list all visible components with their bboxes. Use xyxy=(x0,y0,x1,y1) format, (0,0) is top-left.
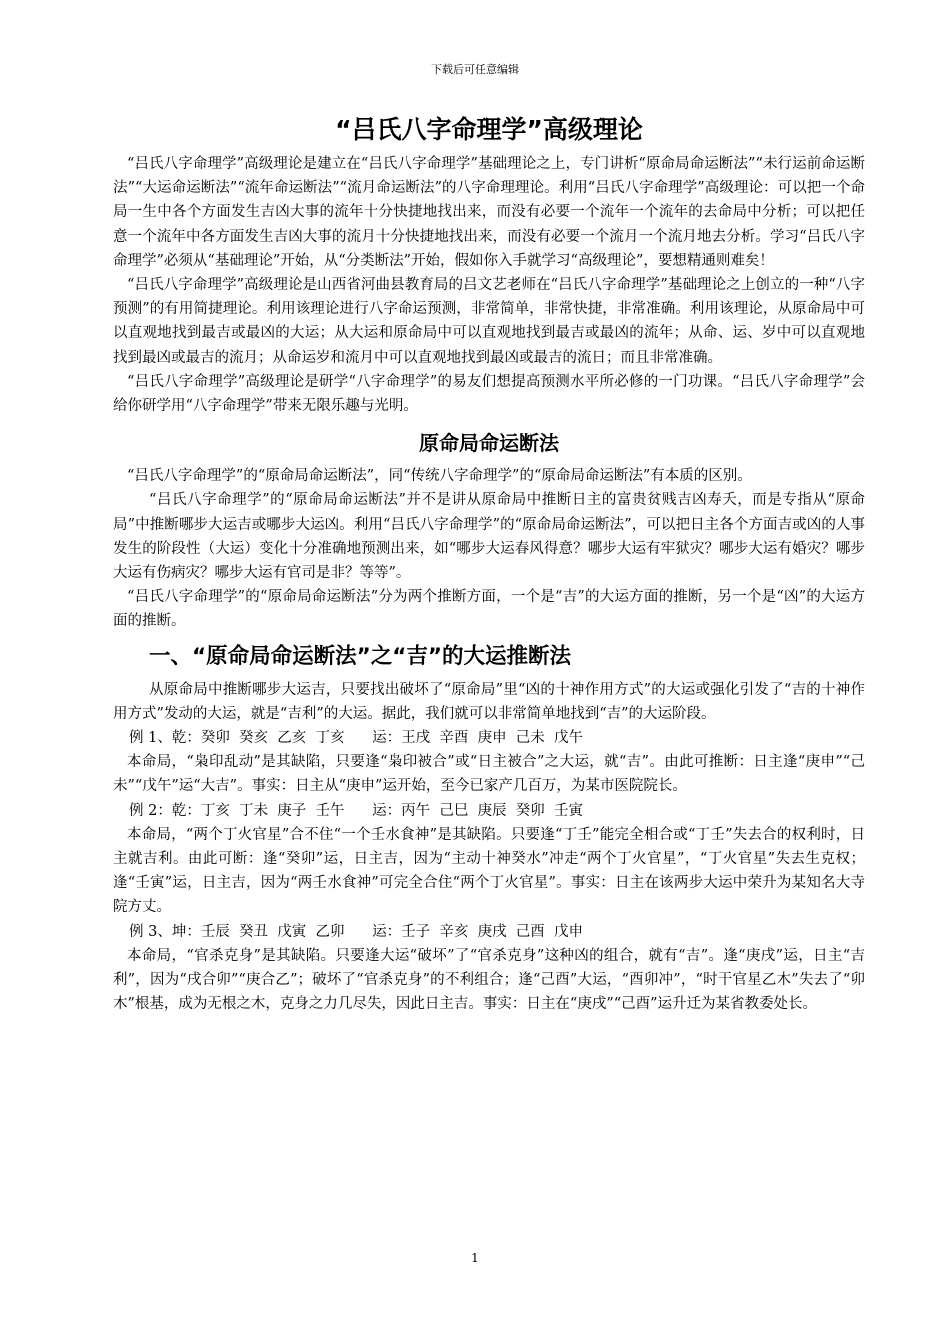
subsection-intro: 从原命局中推断哪步大运吉，只要找出破坏了“原命局”里“凶的十神作用方式”的大运或强化引发了“吉的十神作用方式”发动的大运，就是“吉利”的大运。据此，我们就可以非常简单地找到“吉”的大运阶段。 xyxy=(113,681,865,722)
example-analysis: 本命局，“官杀克身”是其缺陷。只要逢大运“破坏”了“官杀克身”这种凶的组合，就有“吉”。逢“庚戌”运，日主“吉利”，因为“戌合卯”“庚合乙”；破坏了“官杀克身”的不利组合；逢“己酉”大运，“酉卯冲”，“时干官星乙木”失去了“卯木”根基，成为无根之木，克身之力几尽失，因此日主吉。事实：日主在“庚戌”“己酉”运升迁为某省教委处长。 xyxy=(113,947,865,1013)
subsection-title: 一、“原命局命运断法”之“吉”的大运推断法 xyxy=(149,643,572,669)
section-paragraph: “吕氏八字命理学”的“原命局命运断法”并不是讲从原命局中推断日主的富贵贫贱吉凶寿夭，而是专指从“原命局”中推断哪步大运吉或哪步大运凶。利用“吕氏八字命理学”的“原命局命运断法”，可以把日主各个方面吉或凶的人事发生的阶段性（大运）变化十分准确地预测出来，如“哪步大运春风得意？哪步大运有牢狱灾？哪步大运有婚灾？哪步大运有伤病灾？哪步大运有官司是非？等等”。 xyxy=(113,492,865,582)
intro-paragraph: “吕氏八字命理学”高级理论是建立在“吕氏八字命理学”基础理论之上，专门讲析“原命局命运断法”“未行运前命运断法”“大运命运断法”“流年命运断法”“流月命运断法”的八字命理理论。利用“吕氏八字命理学”高级理论：可以把一个命局一生中各个方面发生吉凶大事的流年十分快捷地找出来，而没有必要一个流年一个流年的去命局中分析；可以把任意一个流年中各方面发生吉凶大事的流月十分快捷地找出来，而没有必要一个流月一个流月地去分析。学习“吕氏八字命理学”必须从“基础理论”开始，从“分类断法”开始，假如你入手就学习“高级理论”，要想精通则难矣！ xyxy=(113,156,865,269)
example-line: 例 1、乾：癸卯 癸亥 乙亥 丁亥 运：王戌 辛酉 庚申 己未 戊午 xyxy=(129,730,584,747)
page-number: 1 xyxy=(471,1251,479,1265)
document-body xyxy=(113,112,865,1017)
example-line: 例 2：乾：丁亥 丁未 庚子 壬午 运：丙午 己巳 庚辰 癸卯 壬寅 xyxy=(129,802,584,819)
section-paragraph: “吕氏八字命理学”的“原命局命运断法”，同“传统八字命理学”的“原命局命运断法”有本质的区别。 xyxy=(127,468,752,485)
example-analysis: 本命局，“两个丁火官星”合不住“一个壬水食神”是其缺陷。只要逢“丁壬”能完全相合或“丁壬”失去合的权利时，日主就吉利。由此可断：逢“癸卯”运，日主吉，因为“主动十神癸水”冲走“两个丁火官星”，“丁火官星”失去生克权；逢“壬寅”运，日主吉，因为“两壬水食神”可完全合住“两个丁火官星”。事实：日主在该两步大运中荣升为某知名大寺院方丈。 xyxy=(113,826,865,916)
section-title: 原命局命运断法 xyxy=(419,431,559,456)
intro-paragraph: “吕氏八字命理学”高级理论是山西省河曲县教育局的吕文艺老师在“吕氏八字命理学”基础理论之上创立的一种“八字预测”的有用简捷理论。利用该理论进行八字命运预测，非常简单，非常快捷，非常准确。利用该理论，从原命局中可以直观地找到最吉或最凶的大运；从大运和原命局中可以直观地找到最吉或最凶的流年；从命、运、岁中可以直观地找到最凶或最吉的流月；从命运岁和流月中可以直观地找到最凶或最吉的流日；而且非常准确。 xyxy=(113,277,865,366)
header-note: 下载后可任意编辑 xyxy=(431,63,519,76)
document-title: “吕氏八字命理学”高级理论 xyxy=(335,115,643,144)
example-analysis: 本命局，“枭印乱动”是其缺陷，只要逢“枭印被合”或“日主被合”之大运，就“吉”。由此可推断：日主逢“庚申”“己未”“戊午”运“大吉”。事实：日主从“庚申”运开始，至今已家产几百万，为某市医院院长。 xyxy=(113,754,865,795)
example-line: 例 3、坤：壬辰 癸丑 戊寅 乙卯 运：壬子 辛亥 庚戌 己酉 戊申 xyxy=(129,923,584,940)
section-paragraph: “吕氏八字命理学”的“原命局命运断法”分为两个推断方面，一个是“吉”的大运方面的推断，另一个是“凶”的大运方面的推断。 xyxy=(113,589,865,630)
intro-paragraph: “吕氏八字命理学”高级理论是研学“八字命理学”的易友们想提高预测水平所必修的一门功课。“吕氏八字命理学”会给你研学用“八字命理学”带来无限乐趣与光明。 xyxy=(113,373,865,415)
